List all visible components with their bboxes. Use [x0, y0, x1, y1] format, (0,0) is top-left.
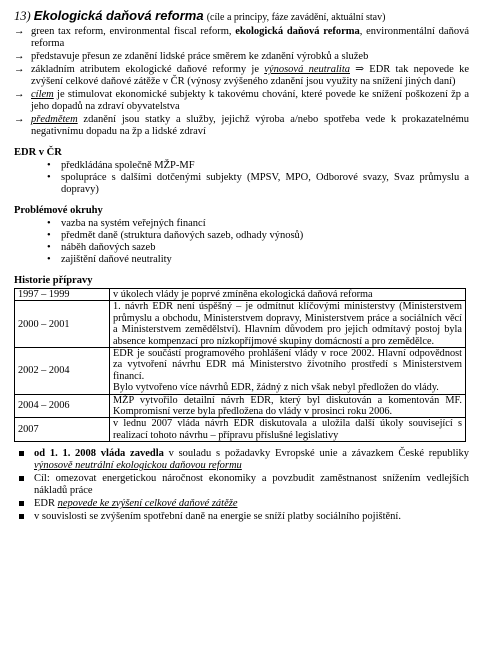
bullet-icon: •: [47, 218, 51, 229]
list-item: [47, 218, 469, 230]
item-emphasis: výnosově neutrální ekologickou daňovou reformu: [34, 460, 242, 472]
item-text: green tax reform, environmental fiscal reform,: [31, 26, 236, 37]
item-text: zdanění jsou statky a služby, jejichž výroba a/nebo spotřeba vede k prokazatelnému negativnímu dopadu na žp a lidské zdraví: [31, 114, 469, 137]
bullet-icon: •: [47, 254, 51, 265]
description-cell: 1. návrh EDR není úspěšný – je odmítnut klíčovými ministerstvy (Ministerstvem průmyslu a obchodu, Ministerstvem dopravy, Ministerstvem práce a sociálních věcí a Ministerstvem zemědělství). Hlavním důvodem pro jejich odmítavý postoj byla absence kompenzací pro nízkopříjmové skupiny domácností a pro zemědělce.: [110, 301, 466, 348]
item-emphasis: předmětem: [31, 114, 78, 125]
description-cell: [110, 348, 466, 395]
year-cell: 2007: [15, 418, 110, 442]
item-emphasis: výnosová neutralita: [264, 64, 350, 75]
year-cell: 2004 – 2006: [15, 394, 110, 418]
list-item: [14, 89, 469, 113]
section-subheading: (cíle a principy, fáze zavádění, aktuální stav): [206, 12, 386, 23]
bullet-icon: •: [47, 172, 51, 183]
item-text: představuje přesun ze zdanění lidské práce směrem ke zdanění výrobků a služeb: [31, 51, 369, 62]
current-state-list: [14, 448, 469, 523]
item-text: , environmentální daňová reforma: [31, 26, 469, 49]
arrow-icon: →: [14, 26, 25, 37]
edr-list: [14, 160, 469, 196]
square-bullet-icon: [19, 514, 24, 519]
list-item: [14, 26, 469, 50]
list-item: [14, 51, 469, 63]
arrow-icon: →: [14, 51, 25, 62]
list-item: [14, 64, 469, 88]
year-cell: 1997 – 1999: [15, 289, 110, 301]
item-emphasis: cílem: [31, 89, 54, 100]
table-row: [15, 418, 466, 442]
section-number: 13): [14, 9, 31, 23]
item-bold-text: od 1. 1. 2008 vláda zavedla: [34, 448, 164, 460]
year-cell: 2000 – 2001: [15, 301, 110, 348]
intro-list: [14, 26, 469, 138]
item-text: Cíl: omezovat energetickou náročnost ekonomiky a povzbudit zaměstnanost snížením vedlejších nákladů práce: [34, 473, 469, 497]
table-row: [15, 289, 466, 301]
square-bullet-icon: [19, 476, 24, 481]
item-text: EDR: [34, 498, 58, 510]
list-item: [14, 114, 469, 138]
bullet-icon: •: [47, 242, 51, 253]
table-row: [15, 394, 466, 418]
item-bold-text: ekologická daňová reforma: [235, 26, 360, 37]
item-text: zajištění daňové neutrality: [61, 254, 172, 265]
item-text: předkládána společně MŽP-MF: [61, 160, 195, 171]
description-cell: MŽP vytvořilo detailní návrh EDR, který byl diskutován a komentován MF. Kompromisní verze byla předložena do vlády v prosinci roku 2006.: [110, 394, 466, 418]
list-item: [47, 160, 469, 172]
table-row: [15, 301, 466, 348]
item-text: je stimulovat ekonomické subjekty k takovému chování, které povede ke snížení poškození žp a jeho dopadů na zdraví obyvatelstva: [31, 89, 469, 112]
year-cell: 2002 – 2004: [15, 348, 110, 395]
list-item: [47, 172, 469, 196]
item-emphasis: nepovede ke zvýšení celkové daňové zátěže: [57, 498, 238, 510]
description-paragraph: EDR je součástí programového prohlášení vlády v roce 2002. Hlavní odpovědnost za vytvoření návrhu EDR má Ministerstvo životního prostředí s Ministerstvem financí.: [113, 348, 462, 382]
arrow-icon: →: [14, 114, 25, 125]
section-title: [14, 8, 469, 25]
arrow-icon: →: [14, 64, 25, 75]
item-text: náběh daňových sazeb: [61, 242, 156, 253]
item-text: v souladu s požadavky Evropské unie a závazkem České republiky: [163, 448, 469, 460]
description-paragraph: Bylo vytvořeno více návrhů EDR, žádný z nich však nebyl předložen do vlády.: [113, 382, 439, 394]
item-text: vazba na systém veřejných financí: [61, 218, 206, 229]
problems-heading: Problémové okruhy: [14, 205, 103, 216]
description-cell: v úkolech vlády je poprvé zmíněna ekologická daňová reforma: [110, 289, 466, 301]
problems-list: [14, 218, 469, 266]
list-item: [17, 498, 469, 510]
list-item: [47, 230, 469, 242]
edr-heading: EDR v ČR: [14, 147, 62, 158]
list-item: [17, 511, 469, 523]
history-heading: Historie přípravy: [14, 275, 93, 286]
item-text: základním atributem ekologické daňové reformy je: [31, 64, 265, 75]
item-text: spolupráce s dalšími dotčenými subjekty (MPSV, MPO, Odborové svazy, Svaz průmyslu a dopravy): [61, 172, 469, 195]
square-bullet-icon: [19, 501, 24, 506]
section-heading: Ekologická daňová reforma: [33, 8, 204, 23]
bullet-icon: •: [47, 230, 51, 241]
list-item: [47, 242, 469, 254]
description-cell: v lednu 2007 vláda návrh EDR diskutovala a uložila další úkoly související s realizací tohoto návrhu – přípravu příslušné legislativy: [110, 418, 466, 442]
table-row: [15, 348, 466, 395]
bullet-icon: •: [47, 160, 51, 171]
list-item: [47, 254, 469, 266]
list-item: [17, 473, 469, 497]
list-item: [17, 448, 469, 472]
history-table: [14, 288, 466, 442]
item-text: předmět daně (struktura daňových sazeb, odhady výnosů): [61, 230, 304, 241]
square-bullet-icon: [19, 451, 24, 456]
item-text: ⇒ EDR tak nepovede ke zvýšení celkové daňové zátěže v ČR (výnosy zvýšeného zdanění jsou využity na snížení jiných daní): [31, 64, 469, 87]
arrow-icon: →: [14, 89, 25, 100]
item-text: v souvislosti se zvýšením spotřební daně na energie se sníží platby sociálního pojištění.: [34, 511, 401, 523]
